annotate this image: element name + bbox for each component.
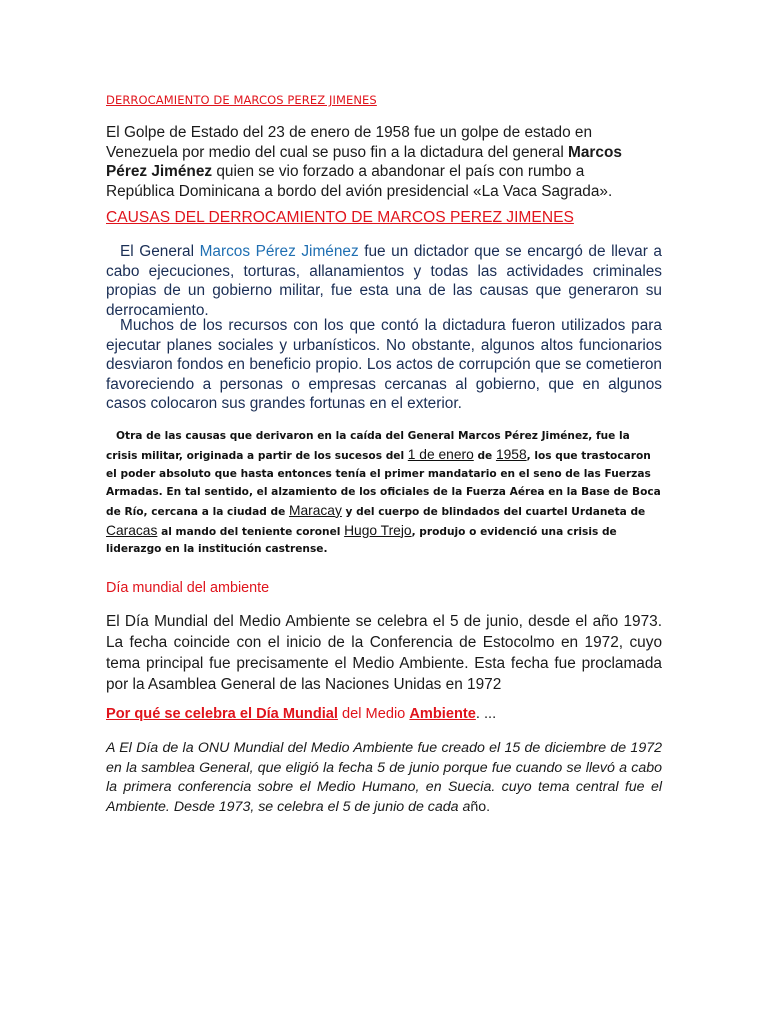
heading-part: del Medio — [337, 706, 410, 722]
bold-name: Marcos Pérez Jiménez — [106, 143, 622, 181]
link-1-de-enero[interactable]: 1 de enero — [407, 446, 474, 462]
paragraph-text: Otra de las causas que derivaron en la caída del General Marcos Pérez Jiménez, fue la crisis militar, originada a partir de los sucesos del — [106, 430, 630, 462]
link-maracay[interactable]: Maracay — [288, 502, 342, 518]
paragraph-text: ño. — [470, 798, 491, 815]
paragraph-text: A El Día de la ONU Mundial del Medio Ambiente fue creado el 15 de diciembre de 1972 en la samblea General, que eligió la fecha 5 de junio porque fue cuando se llevó a cabo la primera conferencia sobre el Medio Humano, en Suecia. cuyo tema central fue el Ambiente. Desde 1973, se celebra el 5 de junio de cada a — [106, 740, 662, 815]
paragraph-text: Muchos de los recursos con los que contó la dictadura fueron utilizados para ejecutar planes sociales y urbanísticos. No obstante, algunos altos funcionarios desviaron fondos en beneficio propio. Los actos de corrupción que se cometieron favoreciendo a personas o empresas cercanas al gobierno, que en algunos casos colocaron sus grandes fortunas en el exterior. — [106, 317, 662, 413]
paragraph-text: y del cuerpo de blindados del cuartel Urdaneta de — [341, 505, 646, 518]
paragraph-text: El Golpe de Estado del 23 de enero de 1958 fue un golpe de estado en Venezuela por medio del cual se puso fin a la dictadura del general — [106, 124, 593, 161]
paragraph-text: al mando del teniente coronel — [157, 525, 345, 538]
heading-part: Ambiente — [409, 706, 476, 722]
paragraph-onu — [106, 739, 662, 817]
paragraph-text: , los que trastocaron el poder absoluto que hasta entonces tenía el primer mandatario en el seno de las Fuerzas Armadas. En tal sentido, el alzamiento de los oficiales de la Fuerza Aérea en la Base de Boca de Río, cercana a la ciudad de — [106, 449, 661, 518]
section-heading-dia-mundial: Día mundial del ambiente — [106, 580, 270, 596]
link-marcos-perez-jimenez[interactable]: Marcos Pérez Jiménez — [199, 243, 359, 260]
section-heading-por-que — [106, 706, 496, 722]
paragraph-dia-mundial: El Día Mundial del Medio Ambiente se celebra el 5 de junio, desde el año 1973. La fecha coincide con el inicio de la Conferencia de Estocolmo en 1972, cuyo tema principal fue precisamente el Medio Ambiente. Esta fecha fue proclamada por la Asamblea General de las Naciones Unidas en 1972 — [106, 613, 662, 693]
paragraph-text: de — [473, 449, 496, 462]
paragraph-text: , produjo o evidenció una crisis de liderazgo en la institución castrense. — [106, 525, 617, 556]
link-1958[interactable]: 1958 — [495, 446, 527, 462]
section-heading-causas: CAUSAS DEL DERROCAMIENTO DE MARCOS PEREZ JIMENES — [106, 209, 574, 226]
paragraph-text: fue un dictador que se encargó de llevar a cabo ejecuciones, torturas, allanamientos y todas las actividades criminales propias de un gobierno militar, fue esta una de las causas que generaron su derrocamiento. — [106, 243, 662, 319]
link-caracas[interactable]: Caracas — [106, 522, 158, 538]
paragraph-general — [106, 242, 662, 320]
heading-part: . ... — [475, 706, 497, 722]
paragraph-golpe-de-estado — [106, 123, 646, 201]
paragraph-crisis-militar — [106, 428, 662, 559]
paragraph-text: El General — [120, 243, 200, 260]
link-hugo-trejo[interactable]: Hugo Trejo — [344, 522, 412, 538]
heading-part: Por qué se celebra el Día Mundial — [106, 706, 338, 722]
section-heading-derrocamiento: DERROCAMIENTO DE MARCOS PEREZ JIMENES — [106, 93, 377, 107]
paragraph-recursos — [106, 316, 662, 414]
paragraph-text: quien se vio forzado a abandonar el país con rumbo a República Dominicana a bordo del avión presidencial «La Vaca Sagrada». — [106, 163, 613, 200]
